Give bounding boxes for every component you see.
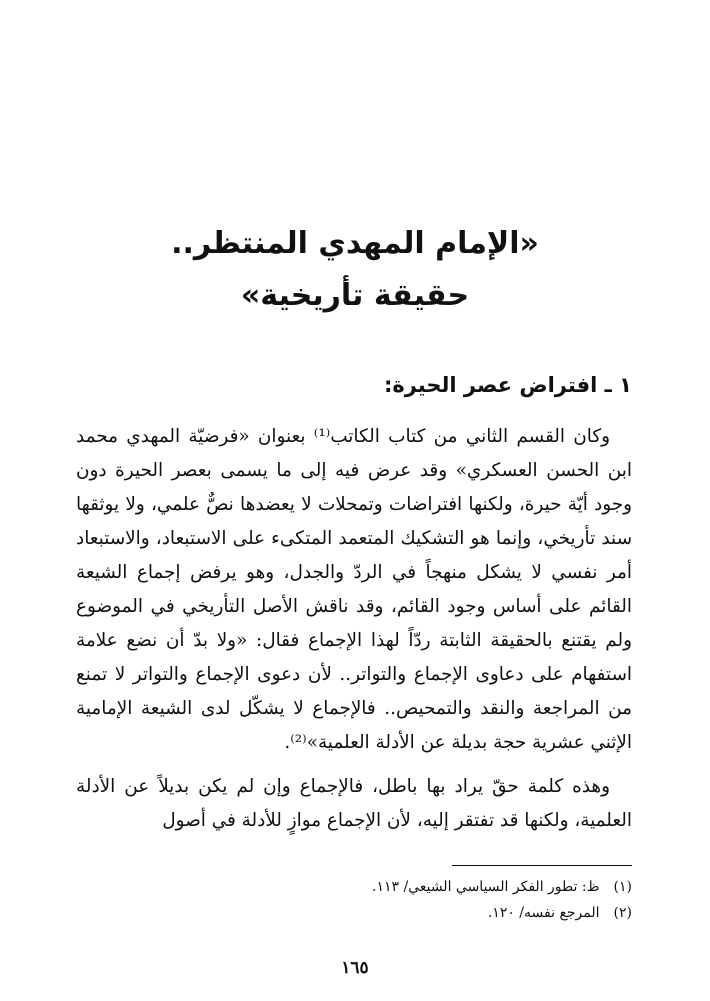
footnote-1-text: ظ: تطور الفكر السياسي الشيعي/ ١١٣. (371, 879, 600, 895)
paragraph-1-text: وكان القسم الثاني من كتاب الكاتب⁽¹⁾ بعنوان «فرضيّة المهدي محمد ابن الحسن العسكري» وقد عرض فيه إلى ما يسمى بعصر الحيرة دون وجود أيّة حيرة، ولكنها افتراضات وتمحلات لا يعضدها نصٌّ علمي، ولا يوثقها سند تأريخي، وإنما هو التشكيك المتعمد المتكىء على الاستبعاد، والاستبعاد أمر نفسي لا يشكل منهجاً في الردّ والجدل، وهو يرفض إجماع الشيعة القائم على أساس وجود القائم، وقد ناقش الأصل التأريخي في الموضوع ولم يقتنع بالحقيقة الثابتة ردّاً لهذا الإجماع فقال: «ولا بدّ أن نضع علامة استفهام على دعاوى الإجماع والتواتر.. لأن دعوى الإجماع والتواتر لا تمنع من المراجعة والنقد والتمحيص.. فالإجماع لا يشكّل لدى الشيعة الإمامية الإثني عشرية حجة بديلة عن الأدلة العلمية»⁽²⁾. (76, 426, 632, 753)
footnote-1 (76, 874, 632, 900)
chapter-title-line-1: «الإمام المهدي المنتظر.. (171, 226, 539, 261)
paragraph-2-text: وهذه كلمة حقّ يراد بها باطل، فالإجماع وإن لم يكن بديلاً عن الأدلة العلمية، ولكنها قد تفتقر إليه، لأن الإجماع موازٍ للأدلة في أصول (76, 776, 632, 831)
footnote-1-number: (١) (613, 879, 632, 895)
chapter-title-line-2: حقيقة تأريخية» (240, 278, 470, 313)
body-text (76, 420, 632, 838)
footnotes (76, 874, 632, 926)
footnote-2-text: المرجع نفسه/ ١٢٠. (487, 905, 600, 921)
page-number: ١٦٥ (341, 958, 369, 978)
footnote-separator (452, 865, 632, 866)
section-heading: ١ ـ افتراض عصر الحيرة: (383, 373, 632, 397)
footnote-2 (76, 900, 632, 926)
paragraph-2 (76, 770, 632, 838)
footnote-2-number: (٢) (613, 905, 632, 921)
paragraph-1 (76, 420, 632, 760)
chapter-title (0, 218, 710, 322)
